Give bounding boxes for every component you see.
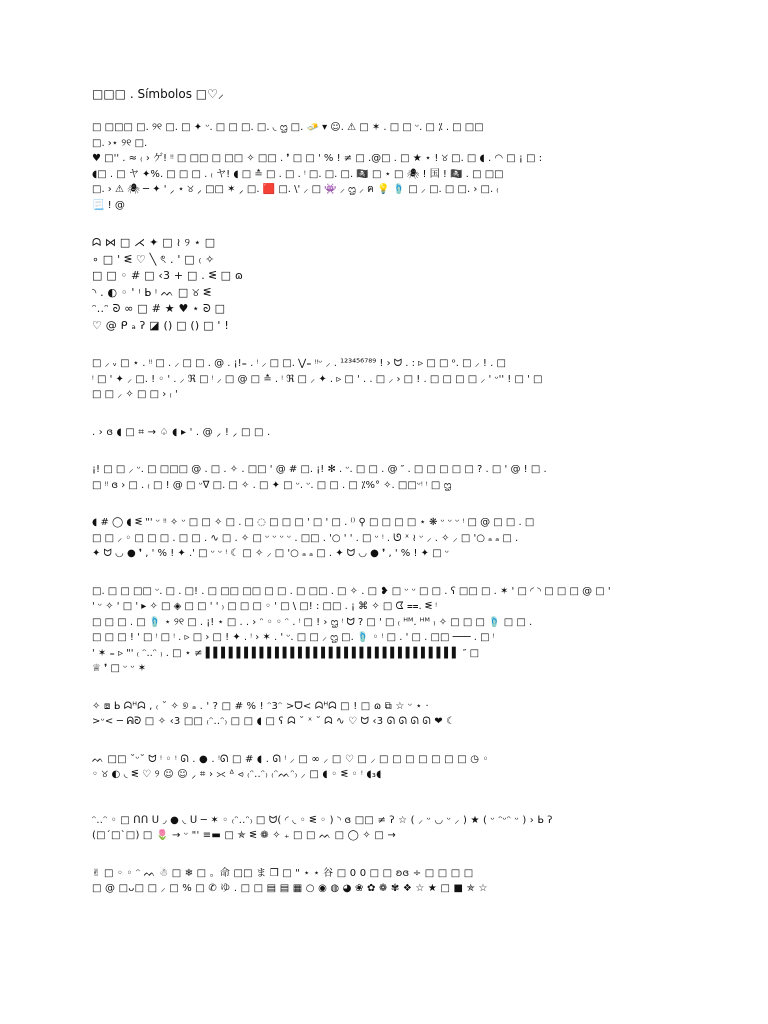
page-title: □□□ . Símbolos □♡⸝ (92, 87, 224, 101)
symbol-line: ᗣ ⋈ □ ⋌ ✦ □ ≀ ୨ ⋆ □ (92, 236, 216, 249)
symbol-line: □ □ □ ! ' □ ᵎ □ ᵎ . ▹ □ › □ ! ✦ . ᵎ › ✶ . ' ᵕ. □ □ ⸝ ᦗ □. 🩴 ◦ ᵎ □ . ' □ . □□ ─── . □ ᵎ (92, 632, 495, 643)
symbol-line: ¡! □ □ ⸝ ᵕ. □ □□□ @ . □ . ✧ . □□ ' @ # □. ¡! ✻ . ᵕ. □ □ . @ ″ . □ □ □ □ □ ? . □ ' @ ! □ . (92, 464, 547, 475)
symbol-line: 📃 ! @ (92, 199, 125, 211)
symbol-block-2 (92, 235, 672, 334)
symbol-line: ∘ □ ' ᓬ ♡ ╲ ৎ . ' □ ₍ ✧ (92, 252, 215, 266)
symbol-block-1 (92, 120, 672, 213)
symbol-line: □ □ □ . □ 🩴 ⋆ ୨୧ □ . ¡! ⋆ □ . . › ᵔ ◦ ◦ ᵔ . ᵎ □ ! › ᦗ ᵎ ᗢ ? □ ' □ ₍ ᴴᴹ. ᴴᴹ ₎ ✧ □ □ □ 🩴 □ □ . (92, 616, 533, 628)
symbol-line: □ □ ◦ # □ ‹3 + □ . ᓬ □ ɷ (92, 269, 244, 282)
document-page (92, 86, 672, 919)
symbol-line: □. › ⚠ 🕷 ─ ✦ ' ⸝ ⋆ ୪ ⸝ □□ ✶ ⸝ □. 🟥 □. \' ⸝ □ 👾 ⸝ ᦗ ⸝ ฅ 💡 🩴 □ ⸝ □. □ □. › □. ₍ (92, 184, 499, 195)
symbol-line: ᵎ □ ' ✦ ⸝ □. ! ◦ ' . ⸝ ℜ □ ᵎ ⸝ □ @ □ ≛ . ᵎ ℜ □ ⸝ ✦ . ▹ □ ' . . □ ⸝ › □ ! . □ □ □ □ ⸝ ' ᵕ'' ! □ ' □ (92, 373, 543, 385)
symbol-line: ᨓ □□ ˘ᵕ˘ ᗢ ᵎ ◦ ᵎ ᘏ . ● . ᵎᘏ □ # ◖ . ᘏ ᵎ ⸝ □ ∞ ⸝ □ ♡ □ ⸝ □ □ □ □ □ □ □ ◷ ◦ (92, 753, 489, 765)
symbol-line: □ ᵎᵎ ɞ › □ . ₍ □ ! @ □ ᵕ∇ □. □ ✧ . □ ✦ □ ᵕ. ᵕ. □ □ . □ ⁒%° ✧. □□ᵕᵎ ᵎ □ ᦗ (92, 479, 452, 491)
symbol-line: □ @ □ᴗ□ □ ⸝ □ % □ ✆ ゆ . □ □ ▤ ▤ ▦ ○ ◉ ◍ ◕ ❀ ✿ ❁ ✾ ❖ ☆ ★ □ ■ ✯ ☆ (92, 883, 488, 894)
symbol-line: □ □□□ □. ୨୧ □. □ ✦ ᵕ. □ □ □. □. ◟ ᦗ □. 🧈 ▾ ☺. ⚠ □ ✶ . □ □ ᵕ. □ ⁒ . □ □□ (92, 122, 484, 133)
symbol-line: □ □ ⸝ ✧ □ □ › ₍ ' (92, 389, 178, 400)
symbol-line: ◖□ . □ ヤ ✦%. □ □ □ . ₍ ヤ! ◖ □ ≛ □ . □ . ᵎ □. □. □. 🏴‍☠️ □ ⋆ □ 🕷 ! 国 ! 🏴‍☠️ . □ □□ (92, 168, 504, 180)
symbol-line: □. □ □ □□ ᵕ. □ . □! . □ □□ □□ □ □ . □ □□ . □ ✧ . □ ❥ □ ᵕ ᵕ □ □ . ʕ □□ □ . ✶ ' □ ◜ ◝ □ □ □ @ □ ' (92, 585, 611, 597)
symbol-line: (□ˊ□ˋ□) □ 🌷 → ᵕ "' ≡▬ □ ✯ ᓬ ❁ ✧ ₊ □ □ ᨓ □ ◯ ✧ □ → (92, 830, 396, 841)
symbol-block-5 (92, 462, 672, 493)
symbol-line: □ □ ⸝ ◦ □ □ □ . □ □ . ∿ □ . ✧ □ ᵕ ᵕ ᵕ ᵕ . □□ . '○ ' ' . □ ᵕ ᵎ . ᘎ ˣ ≀ ᵕ ⸝ . ✧ ⸝ □ '○ ₐ ₐ □ . (92, 532, 519, 544)
symbol-block-10 (92, 813, 672, 844)
symbol-line: ♡ @ ᑭ ₐ ʔ ◪ () □ () □ ' ! (92, 318, 229, 332)
symbol-line: □ ⸝ ᵥ □ ⋆ . ᵎᵎ □ . ⸝ □ □ . @ . ¡!₌ . ᵎ ⸝ □ □. ⋁₌ ᵎᵎᵕ ⸝ . ¹²³⁴⁵⁶⁷⁸⁹ ! › ᗢ . : ▹ □ □ ᵒ. □ ⸝ ! . □ (92, 358, 506, 369)
symbol-block-7 (92, 584, 672, 677)
symbol-line: ✧ ⧈ ᖯ ᗣᴴᗣ , ₍ ˘ ✧ ୭ ₐ . ' ? □ # % ! ᵔ3ᵔ >ᗜ< ᗣᴴᗣ □ ! □ ɷ ⧉ ☆ ᵕ ⋆ · (92, 700, 429, 712)
symbol-line: ᵔ..ᵔ ◦ □ ᑎᑎ ᑌ ◞ ● ◟ ᑌ ─ ✶ ◦ ₍ᵔ..ᵔ₎ □ ᗢ( ◜ ◟ ◦ ᓬ ◦ ) ◝ ɞ □□ ≠ ʔ ☆ ( ⸝ ᵕ ◡ ᵕ ⸝ ) ★ ( ᵕ ᵔᵕᵔ ᵕ ) › ᖯ ʔ (92, 814, 553, 826)
symbol-line: ✦ ᗢ ◡ ● ❜ , ' % ! ✦ .' □ ᵕ ᵕ ᵎ ☾ □ ✧ ⸝ □ '○ ₐ ₐ □ . ✦ ᗢ ◡ ● ❜ , ' % ! ✦ □ ᵕ (92, 548, 449, 559)
symbol-line: ◝ . ◐ ◦ ' ᵎ ᖯ ᵎ ᨓ □ ୪ ᓬ (92, 285, 212, 299)
symbol-line: ' ᵕ ✧ ' □ ' ▸ ✧ □ ◈ □ □ ' ' ₎ □ □ □ ◦ ' □ \ □! : □□ . ¡ ⌘ ✧ □ ᗧ ⩵. ᓬ ᵎ (92, 601, 438, 612)
symbol-line: . › ɞ ◖ □ ⌗ → ♤ ◖ ▸ ' . @ ⸝ ! ⸝ □ □ . (92, 426, 271, 438)
symbol-block-8 (92, 699, 672, 730)
symbol-line: ◦ ୪ ◐ ◟ ᓬ ♡ ୨ ☺ ☺ ⸝ ⌗ › ⪥ ᐞ ⪦ ₍ᵔ..ᵔ₎ ₍ᵔᨓᵔ₎ ⸝ □ ◖ ◦ ᓬ ◦ ᵎ ◖₃◖ (92, 769, 382, 780)
symbol-line: ◖ # ◯ ◖ ᓬ "' ᵕ ᵎᵎ ✧ ᵕ □ □ ✧ □ . □ ◌ □ □ □ ' □ ' □ . ⁽⁾ ⚲ □ □ □ □ ⋆ ❋ ᵕ ᵕ ᵕ ᵎ □ @ □ □ . □ (92, 517, 535, 528)
symbol-block-9 (92, 752, 672, 783)
symbol-line: ᵔ..ᵔ ᘐ ∞ □ # ★ ♥ ⋆ ᘐ □ (92, 302, 226, 315)
symbol-block-4 (92, 425, 672, 441)
symbol-line: ♥ □'' . ≈ ₍ › ゲ! ᵎᵎ □ □□ □ □□ ✧ □□ . ❜ □ □ ' % ! ≠ □ .@□ . □ ★ ⋆ ! ୪ □. □ ◖ . ◠ □ ¡ □ : (92, 153, 543, 164)
symbol-line: >ᵕ< ─ ᕱᘐ □ ✧ ‹3 □□ ₍ᵔ..ᵔ₎ □ □ ◖ □ ʕ ᗣ ˘ ˣ ˘ ᗣ ∿ ♡ ᗢ ‹3 ᘏ ᘏ ᘏ ᘏ ❤ ☾ (92, 716, 456, 727)
symbol-block-6 (92, 515, 672, 562)
symbol-block-11 (92, 866, 672, 897)
symbol-block-3 (92, 356, 672, 403)
symbol-line: ♕ ❜ □ ᵕ ᵕ ✶ (92, 663, 147, 674)
symbol-line: ✌ □ ◦ ◦ ᵔ ᨓ ☃ □ ❄ □ 。命 □□ ま ❒ □ " ⋆ ⋆ 谷 □ 0 0 □ □ ʚɞ ÷ □ □ □ □ (92, 867, 474, 879)
symbol-line: □. ›⋆ ୨୧ □. (92, 137, 148, 149)
symbol-line: ' ✶ ₌ ▹ "' ₍ ᵔ..ᵔ ₎ . □ ⋆ ≠ ▌▌▌▌▌▌▌▌▌▌▌▌▌▌▌▌▌▌▌▌▌▌▌▌▌▌▌▌▌▌▌▌▌ ″ □ (92, 647, 480, 659)
